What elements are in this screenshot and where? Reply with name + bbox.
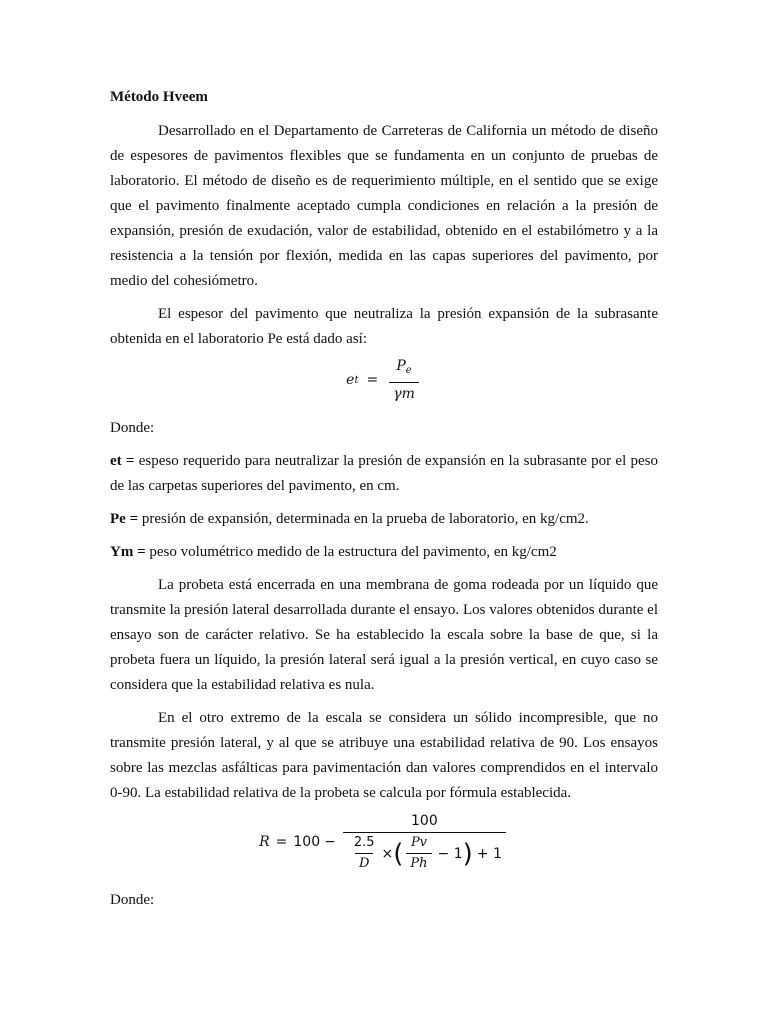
eq2-plus-one: + 1: [476, 845, 502, 862]
paragraph-probeta: La probeta está encerrada en una membrana de goma rodeada por un líquido que transmite la presión lateral desarrollada durante el ensayo. Los valores obtenidos durante el ensayo son de carácter relativo. Se ha establecido la escala sobre la base de que, si la probeta fuera un líquido, la presión lateral será igual a la presión vertical, en cuyo caso se considera que la estabilidad relativa es nula.: [110, 577, 658, 693]
eq2-open-paren: (: [393, 838, 404, 869]
eq2-pressure-ratio: [406, 835, 431, 872]
eq2-times: ×: [381, 845, 394, 862]
eq1-lhs: e: [346, 372, 355, 388]
definition-text: espeso requerido para neutralizar la presión de expansión en la subrasante por el peso de las carpetas superiores del pavimento, en cm.: [110, 453, 659, 494]
eq1-numerator: P: [396, 358, 406, 374]
where-label-1: Donde:: [110, 420, 155, 436]
definition-pe: [110, 507, 658, 532]
paragraph-intro: Desarrollado en el Departamento de Carreteras de California un método de diseño de espesores de pavimentos flexibles que se fundamenta en un conjunto de pruebas de laboratorio. El método de diseño es de requerimiento múltiple, en el sentido que se exige que el pavimento finalmente aceptado cumpla condiciones en relación a la presión de expansión, presión de exudación, valor de estabilidad, obtenido en el estabilómetro y a la resistencia a la tensión por flexión, medida en las capas superiores del pavimento, por medio del cohesiómetro.: [110, 123, 658, 289]
document-page: [110, 85, 658, 921]
eq2-constant: 100: [293, 834, 321, 850]
eq2-minus: −: [324, 834, 336, 850]
definition-text: peso volumétrico medido de la estructura del pavimento, en kg/cm2: [145, 544, 557, 560]
eq2-fraction: [343, 812, 506, 872]
eq2-lhs: R: [259, 834, 270, 850]
eq2-pv: Pv: [410, 835, 428, 850]
definition-text: presión de expansión, determinada en la prueba de laboratorio, en kg/cm2.: [138, 511, 589, 527]
definition-term: Ym =: [110, 544, 146, 560]
eq1-denominator: γm: [389, 382, 419, 403]
eq2-close-paren: ): [462, 838, 473, 869]
eq2-inner-numerator: 2.5: [353, 835, 375, 850]
eq2-equals: =: [275, 834, 288, 850]
eq2-inner-fraction: [350, 835, 379, 872]
eq2-inner-denominator: D: [355, 853, 373, 872]
where-label-2: Donde:: [110, 892, 155, 908]
eq2-minus-one: − 1: [437, 845, 463, 862]
paragraph-thickness: El espesor del pavimento que neutraliza la presión expansión de la subrasante obtenida en el laboratorio Pe está dado así:: [110, 306, 658, 347]
eq1-equals: =: [366, 372, 379, 388]
equation-stability: [110, 814, 658, 870]
definition-ym: [110, 540, 658, 565]
eq2-denominator: [343, 832, 506, 872]
definition-et: [110, 449, 658, 499]
section-title: Método Hveem: [110, 89, 208, 105]
eq1-lhs-sub: t: [354, 374, 359, 386]
equation-thickness: [110, 360, 658, 400]
eq2-numerator: 100: [411, 813, 438, 829]
eq2-ph: Ph: [406, 853, 431, 872]
eq1-fraction: [389, 357, 419, 403]
eq1-numerator-sub: e: [405, 365, 412, 376]
paragraph-scale: En el otro extremo de la escala se considera un sólido incompresible, que no transmite presión lateral, y al que se atribuye una estabilidad relativa de 90. Los ensayos sobre las mezclas asfálticas para pavimentación dan valores comprendidos en el intervalo 0-90. La estabilidad relativa de la probeta se calcula por fórmula establecida.: [110, 710, 658, 801]
definition-term: Pe =: [110, 511, 139, 527]
definition-term: et =: [110, 453, 135, 469]
